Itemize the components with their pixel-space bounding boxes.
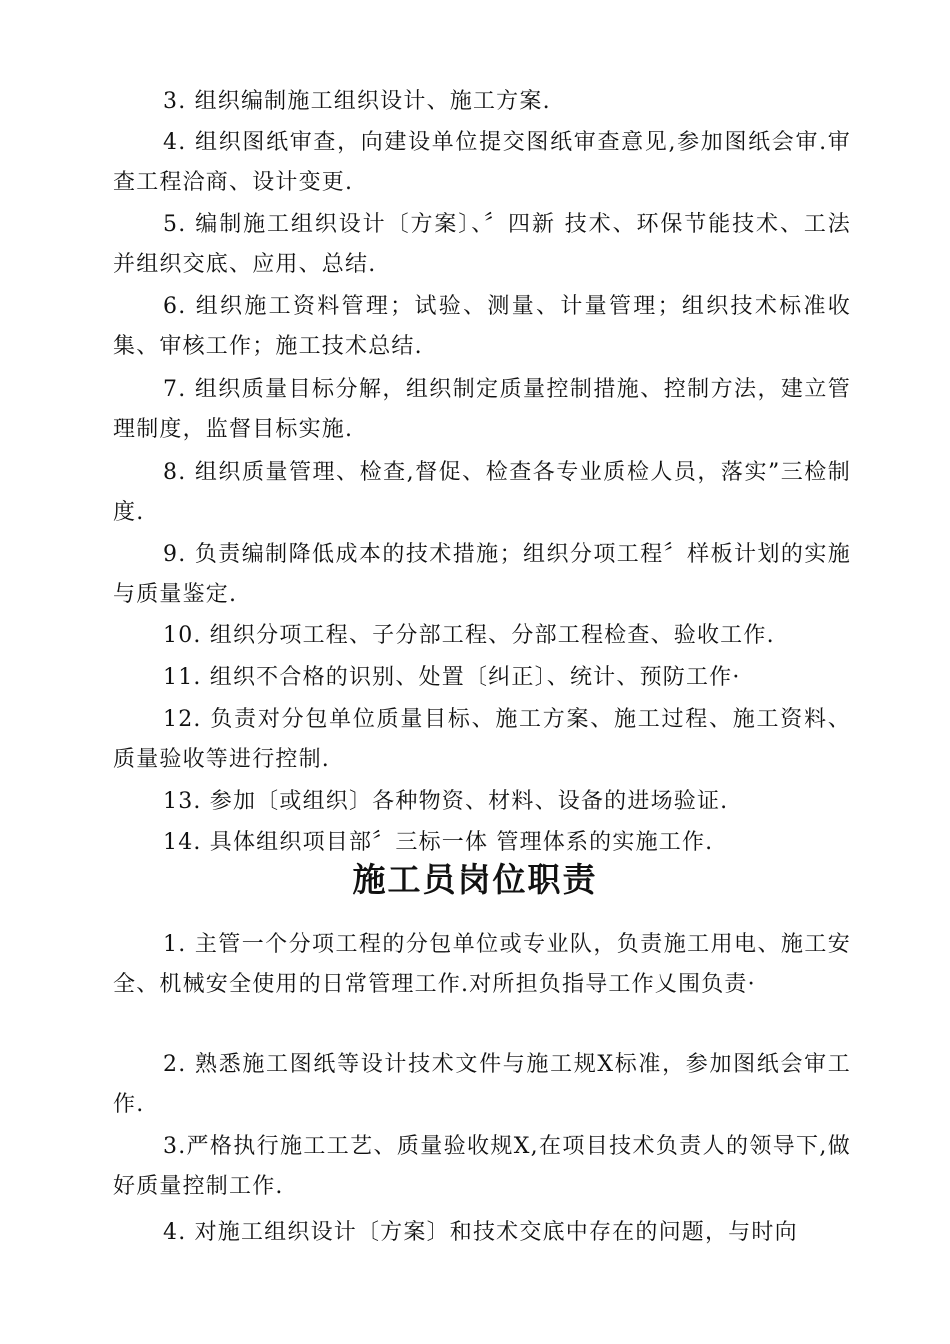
duty-item-13: 13. 参加〔或组织〕各种物资、材料、设备的进场验证.	[163, 789, 729, 814]
duty-item-12: 12. 负责对分包单位质量目标、施工方案、施工过程、施工资料、质量验收等进行控制.	[113, 707, 851, 772]
construction-duty-1: 1. 主管一个分项工程的分包单位或专业队，负责施工用电、施工安全、机械安全使用的日常管理工作.对所担负指导工作乂围负责·	[113, 932, 851, 997]
duty-item-8: 8. 组织质量管理、检查,督促、检查各专业质检人员，落实”三检制度.	[113, 460, 851, 525]
duty-item-6: 6. 组织施工资料管理；试验、测量、计量管理；组织技术标准收集、审核工作；施工技术总结.	[113, 294, 851, 359]
duty-item-11: 11. 组织不合格的识别、处置〔纠正〕、统计、预防工作·	[163, 665, 741, 690]
duty-item-4: 4. 组织图纸审查，向建设单位提交图纸审查意见,参加图纸会审.审查工程洽商、设计变更.	[113, 130, 851, 195]
duty-item-9: 9. 负责编制降低成本的技术措施；组织分项工程〞样板计划的实施与质量鉴定.	[113, 542, 851, 607]
duty-item-3: 3. 组织编制施工组织设计、施工方案.	[163, 89, 551, 114]
section-title: 施工员岗位职责	[352, 860, 598, 899]
construction-duty-2: 2. 熟悉施工图纸等设计技术文件与施工规X标准，参加图纸会审工作.	[113, 1052, 851, 1117]
duty-item-10: 10. 组织分项工程、子分部工程、分部工程检查、验收工作.	[163, 623, 775, 648]
duty-item-5: 5. 编制施工组织设计〔方案〕、〞四新 技术、环保节能技术、工法并组织交底、应用、总结.	[113, 212, 851, 277]
duty-item-14: 14. 具体组织项目部〞三标一体 管理体系的实施工作.	[163, 830, 714, 855]
duty-item-7: 7. 组织质量目标分解，组织制定质量控制措施、控制方法，建立管理制度，监督目标实施.	[113, 377, 851, 442]
construction-duty-4: 4. 对施工组织设计〔方案〕和技术交底中存在的问题，与时向	[163, 1220, 798, 1245]
construction-duty-3: 3.严格执行施工工艺、质量验收规X,在项目技术负责人的领导下,做好质量控制工作.	[113, 1134, 851, 1199]
